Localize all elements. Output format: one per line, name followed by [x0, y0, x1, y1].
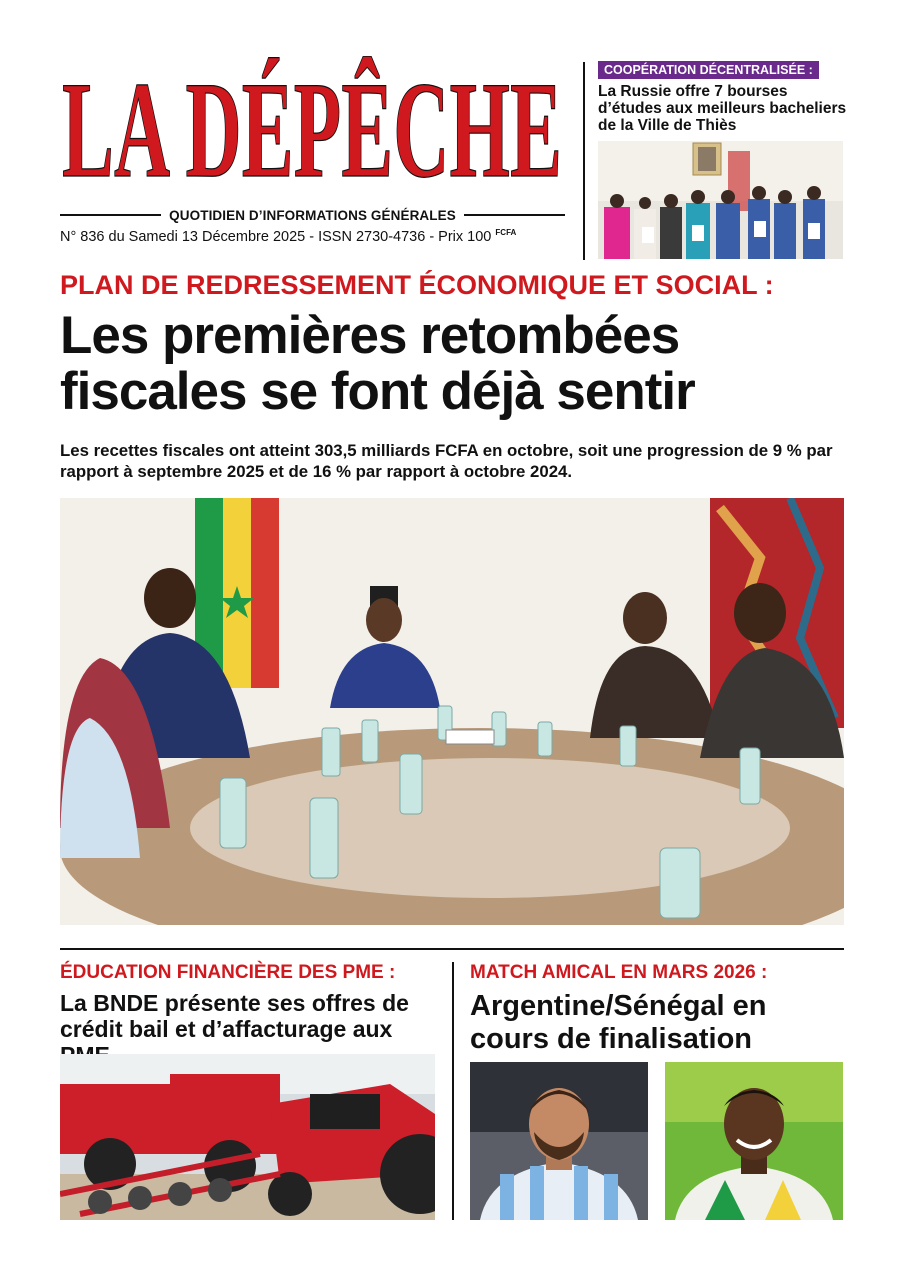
masthead-logo	[60, 56, 565, 196]
section-divider	[60, 948, 844, 950]
right-story-headline: Argentine/Sénégal en cours de finalisation	[470, 990, 767, 1055]
right-story-photo-1	[470, 1062, 648, 1220]
header-divider	[583, 62, 585, 260]
currency-label: FCFA	[495, 228, 517, 237]
right-story-kicker: MATCH AMICAL EN MARS 2026 :	[470, 962, 768, 983]
left-story-kicker: ÉDUCATION FINANCIÈRE DES PME :	[60, 962, 396, 983]
svg-text:LA DÉPÊCHE: LA DÉPÊCHE	[62, 56, 562, 196]
tagline-row	[60, 205, 565, 225]
left-story-headline: La BNDE présente ses offres de crédit bail et d’affacturage aux	[60, 990, 409, 1042]
lead-deck: Les recettes fiscales ont atteint 303,5 milliards FCFA en octobre, soit une progression de 9 % par rapport à septembre 2025 et de 16 % par rapport à octobre 2024.	[60, 441, 833, 481]
left-story-photo	[60, 1054, 435, 1220]
sidebar-kicker: COOPÉRATION DÉCENTRALISÉE :	[598, 61, 819, 79]
sidebar-photo	[598, 141, 843, 259]
lead-headline: Les premières retombées fiscales se font déjà sentir	[60, 306, 695, 421]
bottom-column-divider	[452, 962, 454, 1220]
issue-line	[60, 228, 565, 245]
tagline-rule-left	[60, 214, 161, 216]
tagline-rule-right	[464, 214, 565, 216]
issue-info: N° 836 du Samedi 13 Décembre 2025 - ISSN 2730-4736 - Prix 100	[60, 228, 492, 245]
lead-kicker: PLAN DE REDRESSEMENT ÉCONOMIQUE ET SOCIAL :	[60, 270, 774, 300]
tagline: QUOTIDIEN D’INFORMATIONS GÉNÉRALES	[169, 207, 456, 223]
sidebar-title: La Russie offre 7 bourses d’études aux meilleurs bacheliers de la Ville de Thiès	[598, 83, 847, 134]
right-story-photo-2	[665, 1062, 843, 1220]
lead-photo	[60, 498, 844, 925]
newspaper-logo	[60, 56, 565, 196]
